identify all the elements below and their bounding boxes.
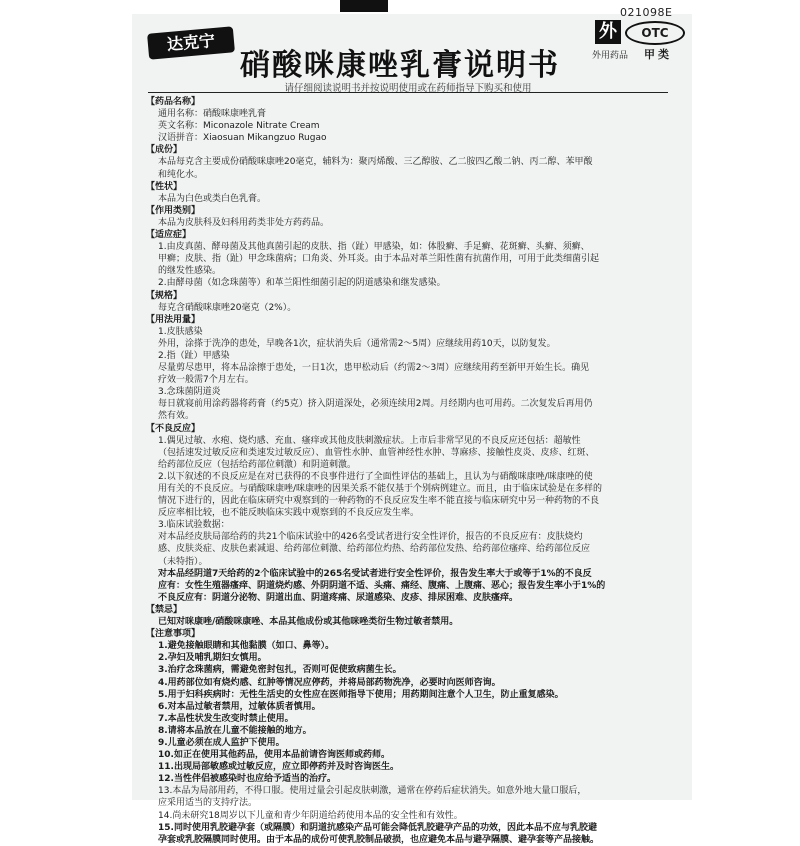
precaution-line: 13.本品为局部用药，不得口服。使用过量会引起皮肤刺激，通常在停药后症状消失。如意外地大量口服后， xyxy=(158,786,587,797)
adverse-line: 情况下进行的，因此在临床研究中观察到的一种药物的不良反应发生率不能直接与临床研究中另一种药物的不良 xyxy=(158,496,600,507)
top-black-mark xyxy=(340,0,388,12)
composition-line: 本品每克含主要成份硝酸咪康唑20毫克，辅料为：聚丙烯酸、三乙醇胺、乙二胺四乙酸二钠、丙二醇、苯甲酸 xyxy=(158,157,593,168)
brand-badge: 达克宁 xyxy=(147,26,235,59)
adverse-line: 给药部位反应（包括给药部位刺激）和阴道刺激。 xyxy=(158,459,357,470)
precaution-line: 12.当性伴侣被感染时也应给予适当的治疗。 xyxy=(158,774,336,785)
reading-notice: 请仔细阅读说明书并按说明使用或在药师指导下购买和使用 xyxy=(284,83,532,94)
precaution-line: 孕套或乳胶隔膜同时使用。由于本品的成份可使乳胶制品破损，也应避免本品与避孕隔膜、避孕套等产品接触。 xyxy=(158,834,600,845)
section-heading-description: 【性状】 xyxy=(146,181,183,192)
section-heading-indications: 【适应症】 xyxy=(146,230,192,241)
section-heading-specification: 【规格】 xyxy=(146,290,183,301)
section-heading-name: 【药品名称】 xyxy=(146,97,201,107)
leaflet-body xyxy=(146,96,674,845)
section-heading-contraindications: 【禁忌】 xyxy=(146,604,183,615)
precaution-line: 5.用于妇科疾病时：无性生活史的女性应在医师指导下使用；用药期间注意个人卫生，防止重复感染。 xyxy=(158,689,564,700)
header-divider xyxy=(148,92,668,93)
adverse-line: 1.偶见过敏、水疱、烧灼感、充血、瘙痒或其他皮肤刺激症状。上市后非常罕见的不良反应还包括：超敏性 xyxy=(158,435,581,446)
generic-name-line: 通用名称：硝酸咪康唑乳膏 xyxy=(158,109,267,120)
dosage-line: 1.皮肤感染 xyxy=(158,326,203,337)
precaution-line: 7.本品性状发生改变时禁止使用。 xyxy=(158,713,294,724)
class-a-label: 甲类 xyxy=(644,48,672,61)
precaution-line: 4.用药部位如有烧灼感、红肿等情况应停药，并将局部药物洗净，必要时向医师咨询。 xyxy=(158,677,501,688)
composition-line: 和纯化水。 xyxy=(158,169,204,180)
adverse-line: 感、皮肤炎症、皮肤色素减退、给药部位刺激、给药部位灼热、给药部位发热、给药部位瘙痒、给药部位反应 xyxy=(158,544,591,555)
indications-line: 2.由酵母菌（如念珠菌等）和革兰阳性细菌引起的阴道感染和继发感染。 xyxy=(158,278,446,289)
adverse-line: 用有关的不良反应。与硝酸咪康唑/咪康唑的因果关系不能仅基于个别病例建立。而且，由于临床试验是在多样的 xyxy=(158,484,603,494)
section-heading-category: 【作用类别】 xyxy=(146,205,201,216)
adverse-line: 对本品经阴道7天给药的2个临床试验中的265名受试者进行安全性评价，报告发生率大于或等于1%的不良反 xyxy=(158,568,592,579)
dosage-line: 然有效。 xyxy=(158,411,195,422)
dosage-line: 疗效一般需7个月左右。 xyxy=(158,375,254,386)
adverse-line: 2.以下叙述的不良反应是在对已获得的不良事件进行了全面性评估的基础上，且认为与硝酸咪康唑/咪康唑的使 xyxy=(158,471,593,482)
precaution-line: 1.避免接触眼睛和其他黏膜（如口、鼻等）。 xyxy=(158,641,335,652)
precaution-line: 11.出现局部敏感或过敏反应，应立即停药并及时咨询医生。 xyxy=(158,762,399,773)
document-code: 021098E xyxy=(620,6,673,19)
dosage-line: 3.念珠菌阴道炎 xyxy=(158,387,221,398)
pinyin-name-line: 汉语拼音：Xiaosuan Mikangzuo Rugao xyxy=(158,133,327,144)
dosage-line: 2.指（趾）甲感染 xyxy=(158,350,230,361)
precaution-line: 3.治疗念珠菌病，需避免密封包扎，否则可促使致病菌生长。 xyxy=(158,665,402,676)
section-heading-composition: 【成份】 xyxy=(146,145,183,156)
adverse-line: 对本品经皮肤局部给药的共21个临床试验中的426名受试者进行安全性评价，报告的不良反应有：皮肤烧灼 xyxy=(158,532,583,543)
dosage-line: 外用，涂搽于洗净的患处，早晚各1次，症状消失后（通常需2～5周）应继续用药10天，以防复发。 xyxy=(158,338,556,349)
dosage-line: 每日就寝前用涂药器将药膏（约5克）挤入阴道深处，必须连续用2周。月经期内也可用药。二次复发后再用仍 xyxy=(158,399,593,410)
adverse-line: 3.临床试验数据： xyxy=(158,520,230,531)
adverse-line: 反应率相比较，也不能反映临床实践中观察到的不良反应发生率。 xyxy=(158,508,420,519)
precaution-line: 2.孕妇及哺乳期妇女慎用。 xyxy=(158,653,267,664)
dosage-line: 尽量剪尽患甲，将本品涂擦于患处，一日1次，患甲松动后（约需2～3周）应继续用药至新甲开始生长。确见 xyxy=(158,363,590,374)
section-heading-adverse-reactions: 【不良反应】 xyxy=(146,423,201,434)
document-title: 硝酸咪康唑乳膏说明书 xyxy=(240,48,560,83)
contraindication-line: 已知对咪康唑/硝酸咪康唑、本品其他成份或其他咪唑类衍生物过敏者禁用。 xyxy=(158,617,459,628)
precaution-line: 应采用适当的支持疗法。 xyxy=(158,798,258,809)
specification-line: 每克含硝酸咪康唑20毫克（2%）。 xyxy=(158,302,297,313)
section-heading-precautions: 【注意事项】 xyxy=(146,629,201,640)
adverse-line: （包括速发过敏反应和类速发过敏反应）、血管性水肿、血管神经性水肿、荨麻疹、接触性皮炎、皮疹、红斑、 xyxy=(158,447,595,458)
otc-mark: OTC xyxy=(625,21,685,45)
section-heading-dosage: 【用法用量】 xyxy=(146,314,201,325)
adverse-line: （未特指）。 xyxy=(158,556,208,567)
category-line: 本品为皮肤科及妇科用药类非处方药药品。 xyxy=(158,217,330,228)
indications-line: 1.由皮真菌、酵母菌及其他真菌引起的皮肤、指（趾）甲感染，如：体股癣、手足癣、花斑癣、头癣、须癣、 xyxy=(158,242,590,253)
external-use-label: 外用药品 xyxy=(592,51,629,61)
precaution-line: 8.请将本品放在儿童不能接触的地方。 xyxy=(158,725,312,736)
adverse-line: 应有：女性生殖器瘙痒、阴道烧灼感、外阴阴道不适、头痛、痛经、腹痛、上腹痛、恶心；报告发生率小于1%的 xyxy=(158,580,606,591)
indications-line: 甲癣；皮肤、指（趾）甲念珠菌病；口角炎、外耳炎。由于本品对革兰阳性菌有抗菌作用，可用于此类细菌引起 xyxy=(158,254,600,265)
precaution-line: 15.同时使用乳胶避孕套（或隔膜）和阴道抗感染产品可能会降低乳胶避孕产品的功效，因此本品不应与乳胶避 xyxy=(158,822,597,833)
precaution-line: 10.如正在使用其他药品，使用本品前请咨询医师或药师。 xyxy=(158,750,390,761)
description-line: 本品为白色或类白色乳膏。 xyxy=(158,193,267,204)
indications-line: 的继发性感染。 xyxy=(158,266,222,277)
precaution-line: 14.尚未研究18周岁以下儿童和青少年阴道给药使用本品的安全性和有效性。 xyxy=(158,810,463,821)
english-name-line: 英文名称：Miconazole Nitrate Cream xyxy=(158,121,320,132)
precaution-line: 9.儿童必须在成人监护下使用。 xyxy=(158,737,285,748)
precaution-line: 6.对本品过敏者禁用，过敏体质者慎用。 xyxy=(158,701,321,712)
adverse-line: 不良反应有：阴道分泌物、阴道出血、阴道疼痛、尿道感染、皮疹、排尿困难、皮肤瘙痒。 xyxy=(158,592,519,603)
external-use-mark: 外 xyxy=(595,20,621,44)
